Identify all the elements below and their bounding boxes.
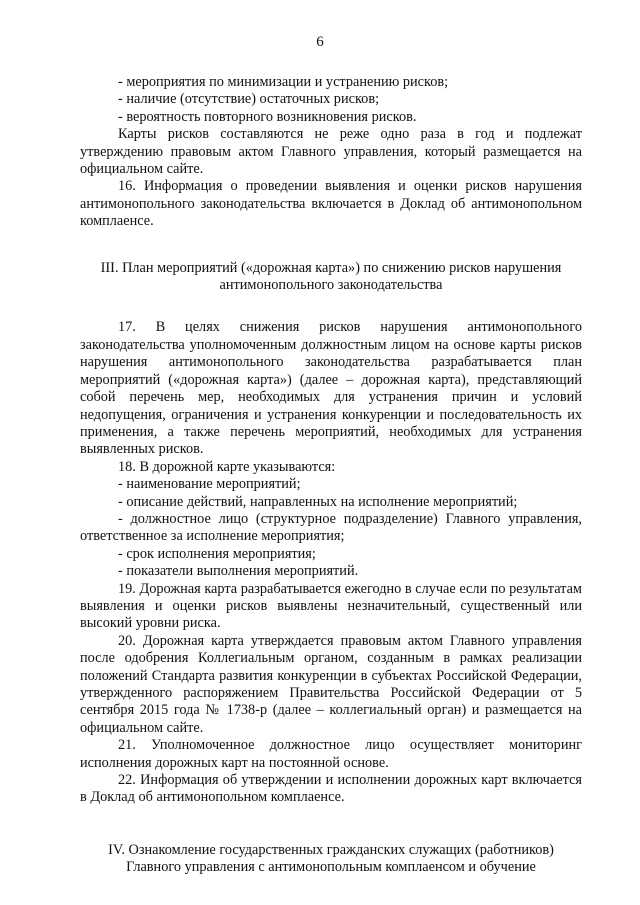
paragraph-20: 20. Дорожная карта утверждается правовым актом Главного управления после одобрения Коллегиальным органом, созданным в рамках реализации положений Стандарта развития конкуренции в субъектах Российской Федерации, утвержденного распоряжением Правительства Российской Федерации от 5 сентября 2015 года № 1738-р (далее – коллегиальный орган) и размещается на официальном сайте. <box>80 632 582 736</box>
section-heading-line: III. План мероприятий («дорожная карта») по снижению рисков нарушения <box>100 259 562 276</box>
list-item: - срок исполнения мероприятия; <box>118 545 316 562</box>
page-number: 6 <box>316 34 324 50</box>
paragraph-21: 21. Уполномоченное должностное лицо осуществляет мониторинг исполнения дорожных карт на постоянной основе. <box>80 737 582 771</box>
paragraph-16: 16. Информация о проведении выявления и оценки рисков нарушения антимонопольного законодательства включается в Доклад об антимонопольном комплаенсе. <box>80 178 582 230</box>
list-item: - вероятность повторного возникновения рисков. <box>118 108 417 125</box>
list-item: - мероприятия по минимизации и устранению рисков; <box>118 74 449 90</box>
section-heading-4 <box>80 842 582 877</box>
paragraph-19: 19. Дорожная карта разрабатывается ежегодно в случае если по результатам выявления и оценки рисков выявлены незначительный, существенный или высокий уровни риска. <box>80 580 582 632</box>
section-heading-line: антимонопольного законодательства <box>219 277 443 294</box>
paragraph-22: 22. Информация об утверждении и исполнении дорожных карт включается в Доклад об антимонопольном комплаенсе. <box>80 772 582 806</box>
section-heading-line: Главного управления с антимонопольным комплаенсом и обучение <box>126 859 536 876</box>
list-item: - описание действий, направленных на исполнение мероприятий; <box>118 493 518 510</box>
section-heading-3 <box>80 260 582 295</box>
document-body <box>80 74 582 877</box>
paragraph-risk-maps: Карты рисков составляются не реже одно раза в год и подлежат утверждению правовым актом Главного управления, который размещается на официальном сайте. <box>80 126 582 178</box>
list-item: - наименование мероприятий; <box>118 476 301 493</box>
list-item: - показатели выполнения мероприятий. <box>118 563 359 580</box>
section-heading-line: IV. Ознакомление государственных гражданских служащих (работников) <box>108 841 554 858</box>
paragraph-17: 17. В целях снижения рисков нарушения антимонопольного законодательства уполномоченным должностным лицом на основе карты рисков нарушения антимонопольного законодательства разрабатывается план мероприятий («дорожная карта») (далее – дорожная карта), представляющий собой перечень мер, необходимых для устранения причин и условий недопущения, ограничения и устранения конкуренции и последовательность их применения, а также перечень мероприятий, необходимых для устранения выявленных рисков. <box>80 319 582 458</box>
paragraph-18: 18. В дорожной карте указываются: <box>118 458 336 475</box>
list-item: - должностное лицо (структурное подразделение) Главного управления, ответственное за исполнение мероприятия; <box>80 510 582 545</box>
list-item: - наличие (отсутствие) остаточных рисков; <box>118 91 380 108</box>
